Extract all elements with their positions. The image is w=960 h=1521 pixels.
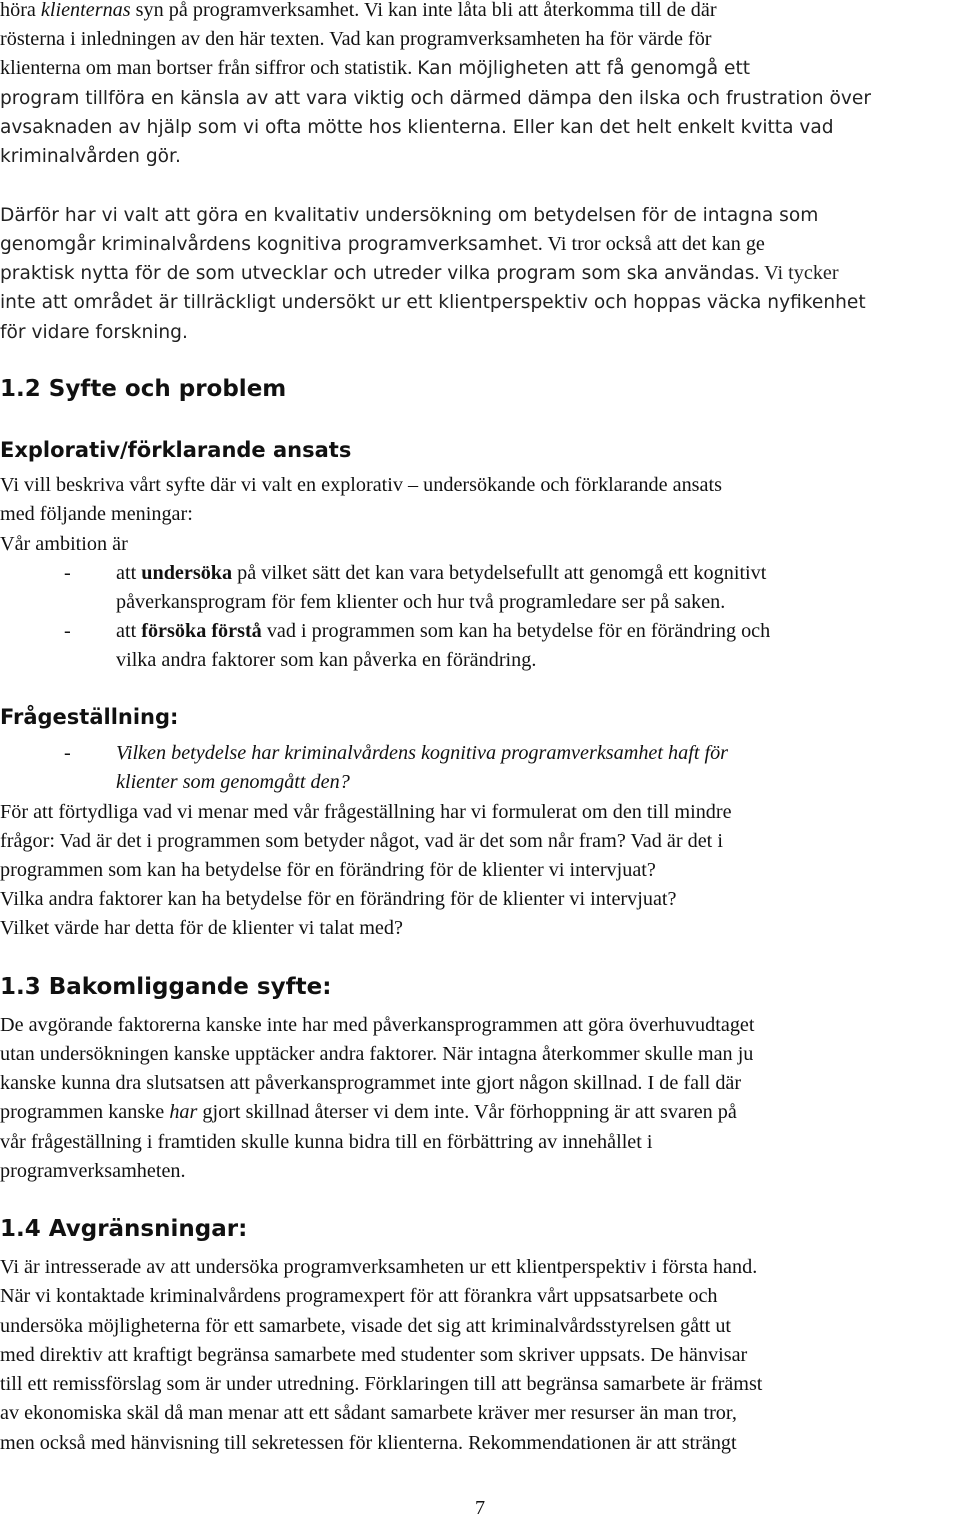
text: programmen kanske <box>0 1101 170 1123</box>
p14-line-2: När vi kontaktade kriminalvårdens programexpert för att förankra vårt uppsatsarbete och <box>0 1285 718 1307</box>
p13-line-5: vår frågeställning i framtiden skulle kunna bidra till en förbättring av innehållet i <box>0 1131 653 1153</box>
intro-line-5 <box>0 113 956 142</box>
p14-line-6: av ekonomiska skäl då man menar att ett sådant samarbete kräver mer resurser än man tror, <box>0 1402 737 1424</box>
p14-line-7: men också med hänvisning till sekretessen för klienterna. Rekommendationen är att strängt <box>0 1432 737 1454</box>
sans-text: praktisk nytta för de som utvecklar och utreder vilka program som ska användas <box>0 263 755 284</box>
italic-text: klienternas <box>40 0 131 21</box>
sans-text: . Eller kan det helt enkelt kvitta vad <box>500 117 834 138</box>
list-item-text <box>116 559 766 588</box>
heading-1-2: 1.2 Syfte och problem <box>0 376 287 402</box>
page-number: 7 <box>474 1497 486 1519</box>
sub-line-1: För att förtydliga vad vi menar med vår frågeställning har vi formulerat om den till mindre <box>0 801 732 823</box>
heading-fragestallning: Frågeställning: <box>0 705 179 729</box>
sans-text: Kan möjligheten att få genomgå ett <box>417 58 751 79</box>
text: på vilket sätt det kan vara betydelsefullt att genomgå ett kognitivt <box>232 562 767 584</box>
question-text: klienter som genomgått den? <box>116 771 350 793</box>
heading-1-4: 1.4 Avgränsningar: <box>0 1216 248 1242</box>
text: höra <box>0 0 41 21</box>
p13-line-3: kanske kunna dra slutsatsen att påverkansprogrammet inte gjort någon skillnad. I de fall där <box>0 1072 742 1094</box>
intro-line-1 <box>0 0 956 25</box>
p2-line-1: Därför har vi valt att göra en kvalitativ undersökning om betydelsen för de intagna som <box>0 205 819 226</box>
aim-line-2: med följande meningar: <box>0 503 193 525</box>
text: . Vi tror också att det kan ge <box>537 233 765 255</box>
list-dash: - <box>64 742 71 764</box>
text: gjort skillnad återser vi dem inte. Vår förhoppning är att svaren på <box>197 1101 737 1123</box>
intro-line-3 <box>0 54 956 83</box>
text: vad i programmen som kan ha betydelse för en förändring och <box>261 620 771 642</box>
intro-line-4: program tillföra en känsla av att vara viktig och därmed dämpa den ilska och frustration över <box>0 88 871 109</box>
aim-line-3: Vår ambition är <box>0 533 128 555</box>
text: syn på programverksamhet. Vi kan inte låta bli att återkomma till de där <box>130 0 717 21</box>
aim-line-1: Vi vill beskriva vårt syfte där vi valt en explorativ – undersökande och förklarande ansats <box>0 474 722 496</box>
p2-line-3 <box>0 259 956 288</box>
sans-text: genomgår kriminalvårdens kognitiva programverksamhet <box>0 234 538 255</box>
list-dash: - <box>64 620 71 642</box>
intro-line-6: kriminalvården gör. <box>0 146 181 167</box>
p14-line-3: undersöka möjligheterna för ett samarbete, visade det sig att kriminalvårdsstyrelsen gått ut <box>0 1315 732 1337</box>
text: att <box>116 620 142 642</box>
list-dash: - <box>64 562 71 584</box>
p2-line-2 <box>0 230 956 259</box>
intro-line-2: rösterna i inledningen av den här texten. Vad kan programverksamheten ha för värde för <box>0 28 712 50</box>
p2-line-5: för vidare forskning. <box>0 322 188 343</box>
sans-text: avsaknaden av hjälp som vi ofta mötte hos klienterna <box>0 117 501 138</box>
list-item-text <box>116 617 770 646</box>
p14-line-5: till ett remissförslag som är under utredning. Förklaringen till att begränsa samarbete är främst <box>0 1373 763 1395</box>
heading-explorativ: Explorativ/förklarande ansats <box>0 438 352 462</box>
p14-line-4: med direktiv att kraftigt begränsa samarbete med studenter som skriver uppsats. De hänvisar <box>0 1344 748 1366</box>
italic-text: har <box>169 1101 198 1123</box>
bold-text: försöka förstå <box>141 620 262 642</box>
p13-line-1: De avgörande faktorerna kanske inte har med påverkansprogrammen att göra överhuvudtaget <box>0 1014 755 1036</box>
text: . Vi tycker <box>754 262 839 284</box>
question-text: Vilken betydelse har kriminalvårdens kognitiva programverksamhet haft för <box>116 742 729 764</box>
p14-line-1: Vi är intresserade av att undersöka programverksamheten ur ett klientperspektiv i första hand. <box>0 1256 758 1278</box>
p13-line-4 <box>0 1098 956 1127</box>
sub-line-2: frågor: Vad är det i programmen som betyder något, vad är det som når fram? Vad är det i <box>0 830 723 852</box>
sub-line-3: programmen som kan ha betydelse för en förändring för de klienter vi intervjuat? <box>0 859 656 881</box>
text: klienterna om man bortser från siffror och statistik. <box>0 57 418 79</box>
heading-1-3: 1.3 Bakomliggande syfte: <box>0 974 332 1000</box>
sub-line-5: Vilket värde har detta för de klienter vi talat med? <box>0 917 403 939</box>
p13-line-6: programverksamheten. <box>0 1160 186 1182</box>
p2-line-4: inte att området är tillräckligt undersökt ur ett klientperspektiv och hoppas väcka nyfikenhet <box>0 292 866 313</box>
list-item-text: vilka andra faktorer som kan påverka en förändring. <box>116 649 537 671</box>
p13-line-2: utan undersökningen kanske upptäcker andra faktorer. När intagna återkommer skulle man ju <box>0 1043 754 1065</box>
list-item-text: påverkansprogram för fem klienter och hur två programledare ser på saken. <box>116 591 726 613</box>
bold-text: undersöka <box>141 562 233 584</box>
text: att <box>116 562 142 584</box>
sub-line-4: Vilka andra faktorer kan ha betydelse för en förändring för de klienter vi intervjuat? <box>0 888 677 910</box>
